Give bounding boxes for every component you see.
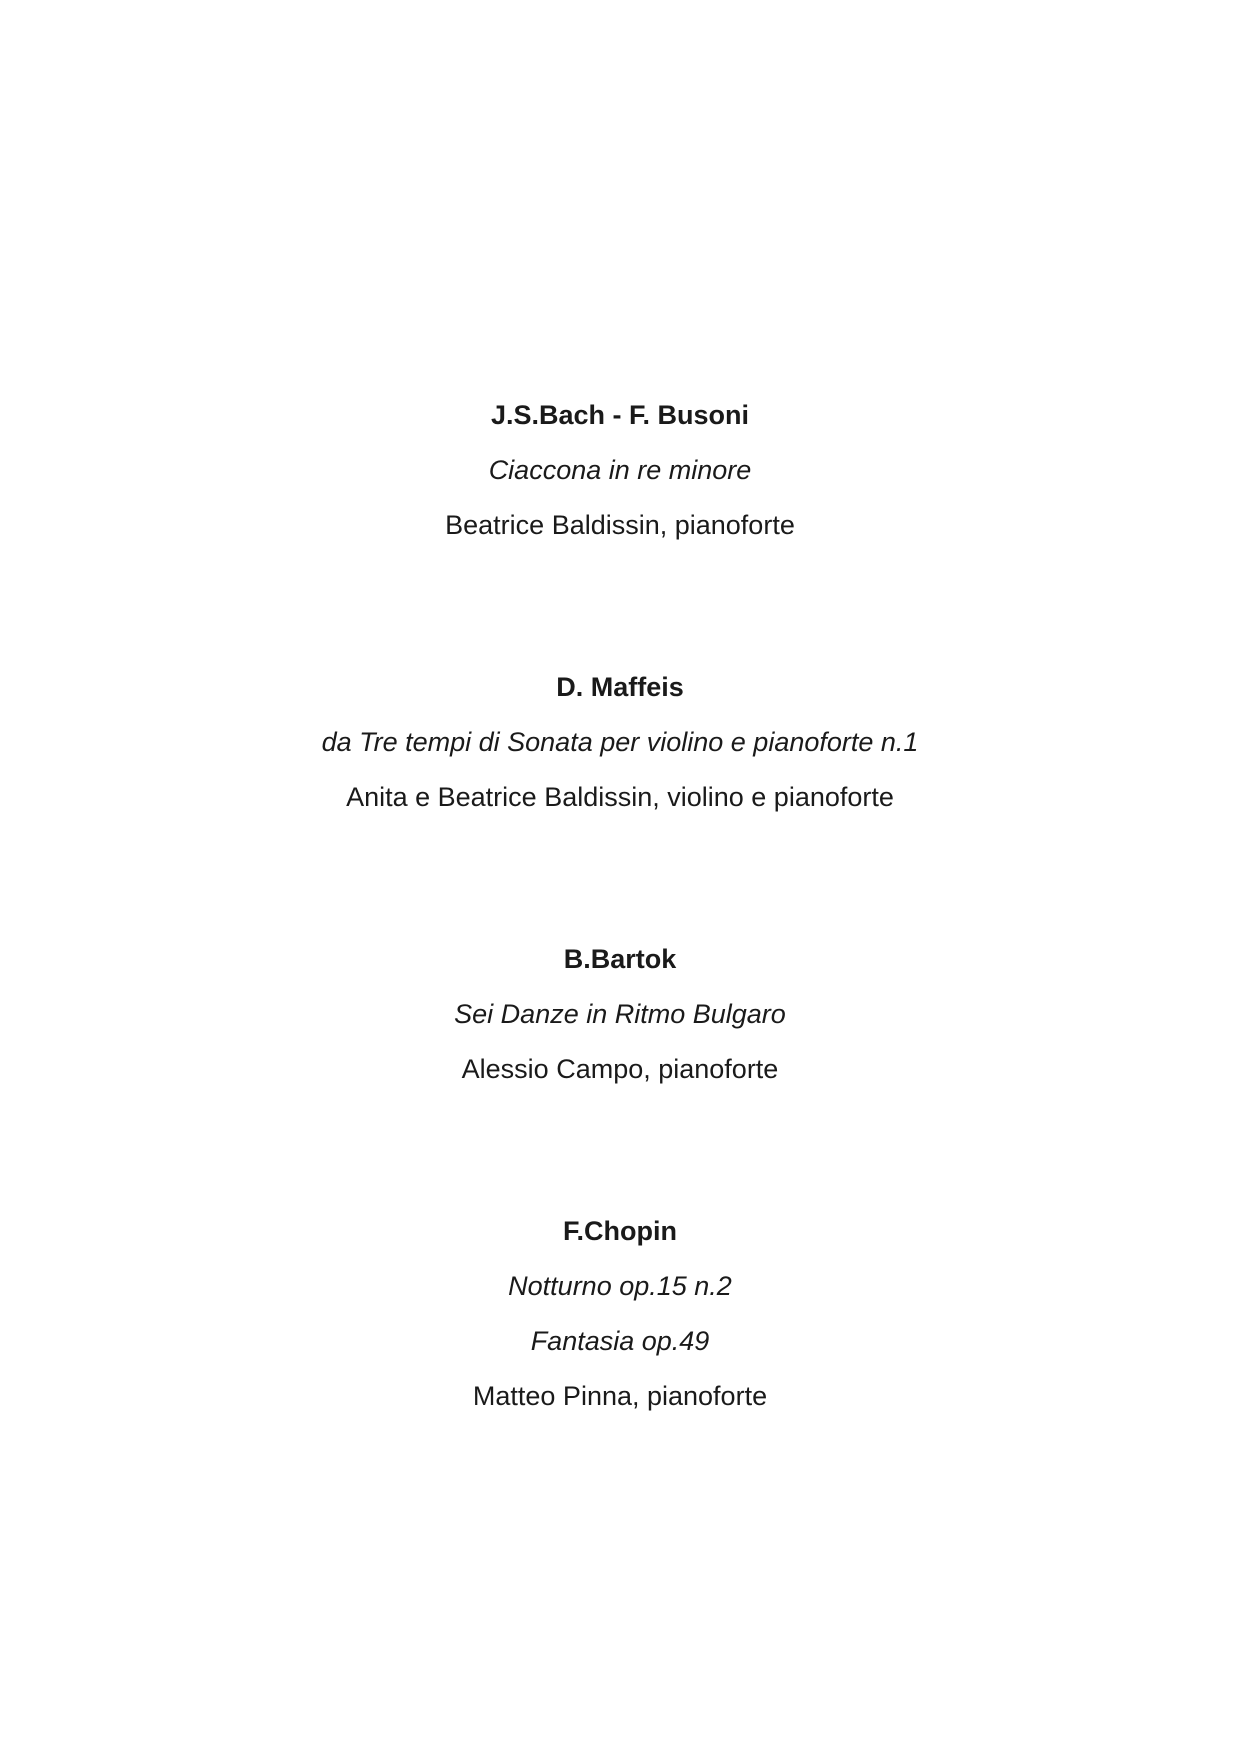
concert-program xyxy=(0,388,1240,1531)
composer-name: D. Maffeis xyxy=(556,672,684,702)
work-title: da Tre tempi di Sonata per violino e pianoforte n.1 xyxy=(321,727,919,757)
composer-name: J.S.Bach - F. Busoni xyxy=(490,400,750,430)
performer-name: Alessio Campo, pianoforte xyxy=(461,1054,779,1084)
program-entry-maffeis xyxy=(0,660,1240,825)
performer-name: Beatrice Baldissin, pianoforte xyxy=(445,510,795,540)
performer-name: Anita e Beatrice Baldissin, violino e pianoforte xyxy=(346,782,894,812)
work-title: Fantasia op.49 xyxy=(530,1326,710,1356)
program-entry-chopin xyxy=(0,1204,1240,1424)
work-title: Notturno op.15 n.2 xyxy=(508,1271,732,1301)
program-entry-bartok xyxy=(0,932,1240,1097)
program-entry-bach xyxy=(0,388,1240,553)
work-title: Ciaccona in re minore xyxy=(488,455,752,485)
performer-name: Matteo Pinna, pianoforte xyxy=(472,1381,768,1411)
work-title: Sei Danze in Ritmo Bulgaro xyxy=(454,999,786,1029)
composer-name: F.Chopin xyxy=(563,1216,677,1246)
composer-name: B.Bartok xyxy=(563,944,677,974)
